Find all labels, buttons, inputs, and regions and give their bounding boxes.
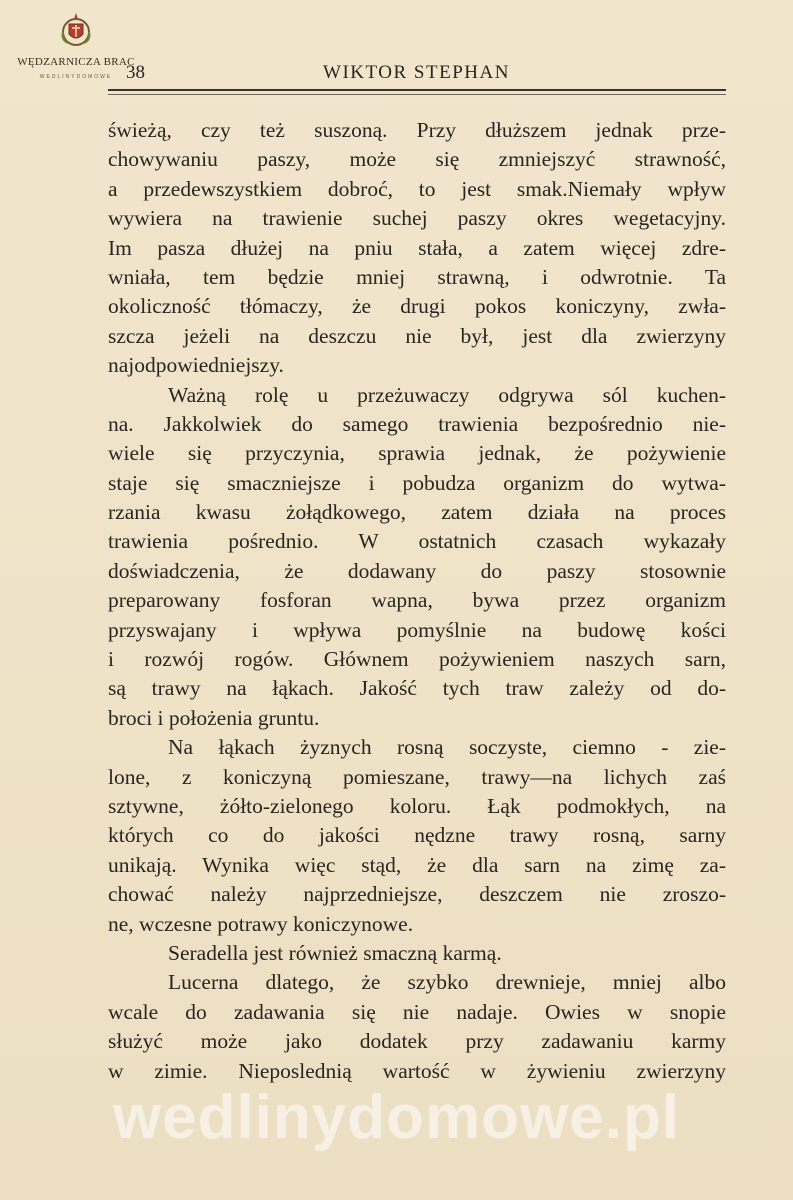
text-line: ne, wczesne potrawy koniczynowe. <box>108 911 414 936</box>
text-line: Im pasza dłużej na pniu stała, a zatem więcej zdre- <box>108 235 726 260</box>
text-line: Seradella jest również smaczną karmą. <box>168 940 502 965</box>
text-line: Lucerna dlatego, że szybko drewnieje, mniej albo <box>168 970 726 995</box>
body-text <box>108 116 726 1086</box>
running-header-title: WIKTOR STEPHAN <box>323 62 510 83</box>
text-line: służyć może jako dodatek przy zadawaniu karmy <box>108 1029 726 1054</box>
text-line: w zimie. Nieposlednią wartość w żywieniu zwierzyny <box>108 1058 726 1083</box>
text-line: są trawy na łąkach. Jakość tych traw zależy od do- <box>108 676 726 701</box>
logo-name: WĘDZARNICZA BRAC <box>17 56 135 68</box>
text-line: preparowany fosforan wapna, bywa przez organizm <box>108 588 726 613</box>
text-line: świeżą, czy też suszoną. Przy dłuższem jednak prze- <box>108 118 726 142</box>
text-line: wywiera na trawienie suchej paszy okres wegetacyjny. <box>108 206 726 231</box>
text-line: przyswajany i wpływa pomyślnie na budowę kości <box>108 617 726 642</box>
text-line: wiele się przyczynia, sprawia jednak, że pożywienie <box>108 441 726 466</box>
text-line: lone, z koniczyną pomieszane, trawy—na lichych zaś <box>108 764 726 789</box>
header-rule-thin <box>108 94 726 95</box>
text-line: sztywne, żółto-zielonego koloru. Łąk podmokłych, na <box>108 793 726 818</box>
text-line: szcza jeżeli na deszczu nie był, jest dla zwierzyny <box>108 323 726 348</box>
text-line: rzania kwasu żołądkowego, zatem działa na proces <box>108 500 726 525</box>
text-line: broci i położenia gruntu. <box>108 705 320 730</box>
text-line: a przedewszystkiem dobroć, to jest smak.Niemały wpływ <box>108 176 726 201</box>
text-line: unikają. Wynika więc stąd, że dla sarn na zimę za- <box>108 852 726 877</box>
page-number: 38 <box>126 62 145 83</box>
text-line: najodpowiedniejszy. <box>108 353 284 378</box>
text-line: wcale do zadawania się nie nadaje. Owies w snopie <box>108 999 726 1024</box>
text-line: Ważną rolę u przeżuwaczy odgrywa sól kuchen- <box>168 382 726 407</box>
watermark: wedlinydomowe.pl <box>112 1083 681 1152</box>
text-line: Na łąkach żyznych rosną soczyste, ciemno - zie- <box>168 735 726 760</box>
text-line: trawienia pośrednio. W ostatnich czasach wykazały <box>108 529 726 554</box>
logo-subtitle: WEDLINYDOMOWE <box>39 74 113 80</box>
text-line: na. Jakkolwiek do samego trawienia bezpośrednio nie- <box>108 411 726 436</box>
text-line: chowywaniu paszy, może się zmniejszyć strawność, <box>108 147 726 172</box>
text-line: wniała, tem będzie mniej strawną, i odwrotnie. Ta <box>108 264 726 289</box>
crest-icon <box>56 10 96 50</box>
text-line: chować należy najprzedniejsze, deszczem nie zroszo- <box>108 882 726 907</box>
text-line: których co do jakości nędzne trawy rosną, sarny <box>108 823 726 848</box>
text-line: i rozwój rogów. Głównem pożywieniem naszych sarn, <box>108 647 726 672</box>
header-rule <box>108 89 726 91</box>
text-line: doświadczenia, że dodawany do paszy stosownie <box>108 558 726 583</box>
text-line: okoliczność tłómaczy, że drugi pokos koniczyny, zwła- <box>108 294 726 319</box>
text-line: staje się smaczniejsze i pobudza organizm do wytwa- <box>108 470 726 495</box>
